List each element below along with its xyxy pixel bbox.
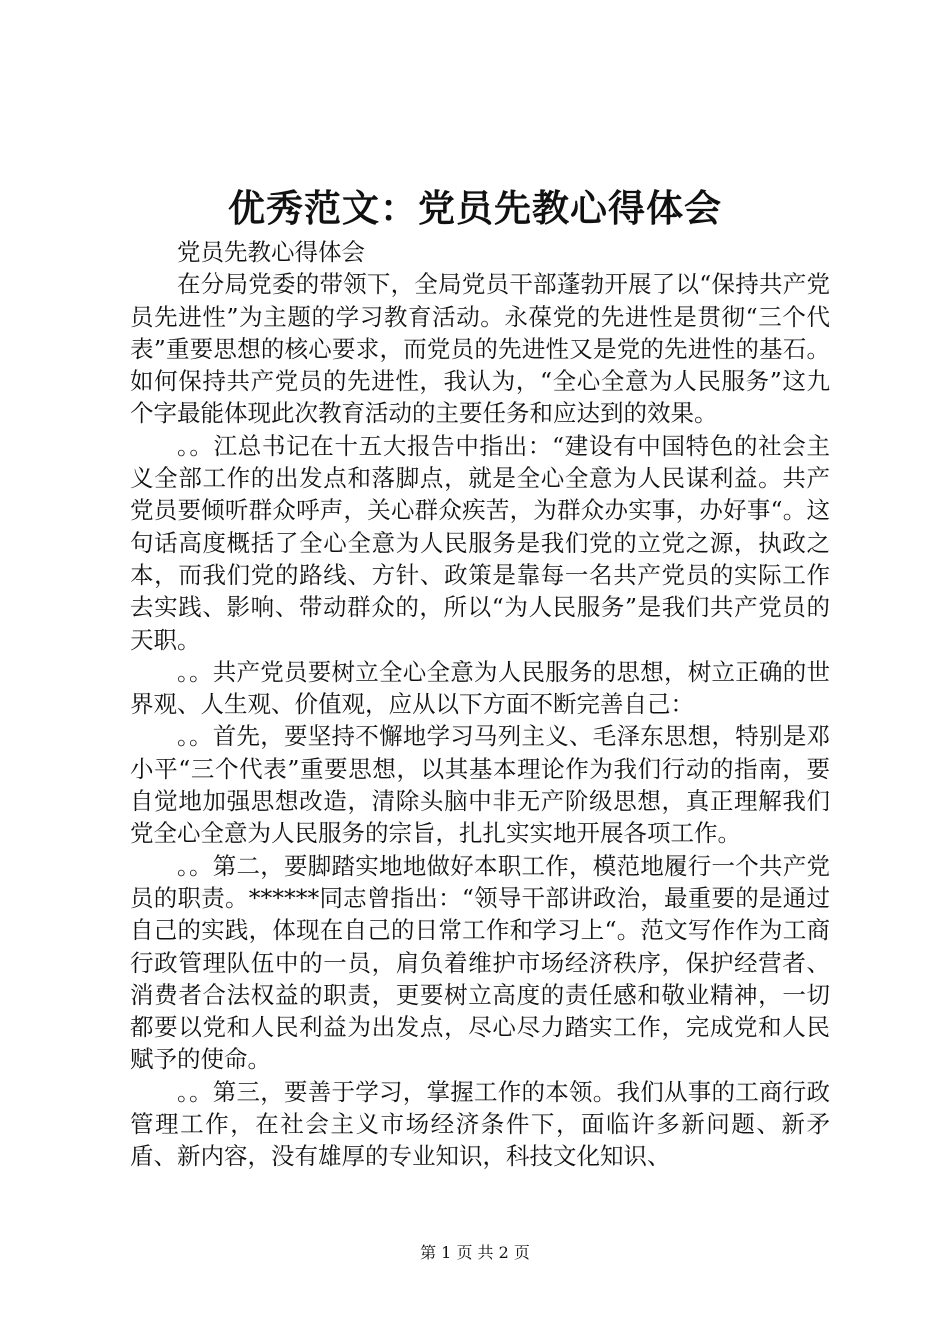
paragraph-subtitle: 党员先教心得体会 (177, 238, 365, 266)
paragraph: 。。江总书记在十五大报告中指出：“建设有中国特色的社会主义全部工作的出发点和落脚点，就是全心全意为人民谋利益。共产党员要倾听群众呼声，关心群众疾苦，为群众办实事，办好事“。这句话高度概括了全心全意为人民服务是我们党的立党之源，执政之本，而我们党的路线、方针、政策是靠每一名共产党员的实际工作去实践、影响、带动群众的，所以“为人民服务”是我们共产党员的天职。 (130, 431, 830, 654)
page-number: 第 1 页 共 2 页 (420, 1243, 530, 1262)
page-title: 优秀范文：党员先教心得体会 (228, 186, 722, 230)
paragraph: 。。首先，要坚持不懈地学习马列主义、毛泽东思想，特别是邓小平“三个代表”重要思想，以其基本理论作为我们行动的指南，要自觉地加强思想改造，清除头脑中非无产阶级思想，真正理解我们党全心全意为人民服务的宗旨，扎扎实实地开展各项工作。 (130, 722, 830, 848)
paragraph: 。。共产党员要树立全心全意为人民服务的思想，树立正确的世界观、人生观、价值观，应从以下方面不断完善自己： (130, 657, 830, 719)
document-body (130, 236, 830, 1173)
paragraph: 在分局党委的带领下，全局党员干部蓬勃开展了以“保持共产党员先进性”为主题的学习教育活动。永葆党的先进性是贯彻“三个代表”重要思想的核心要求，而党员的先进性又是党的先进性的基石。如何保持共产党员的先进性，我认为，“全心全意为人民服务”这九个字最能体现此次教育活动的主要任务和应达到的效果。 (130, 270, 830, 428)
paragraph: 。。第三，要善于学习，掌握工作的本领。我们从事的工商行政管理工作，在社会主义市场经济条件下，面临许多新问题、新矛盾、新内容，没有雄厚的专业知识，科技文化知识、 (130, 1077, 830, 1171)
paragraph: 。。第二，要脚踏实地地做好本职工作，模范地履行一个共产党员的职责。******同志曾指出：“领导干部讲政治，最重要的是通过自己的实践，体现在自己的日常工作和学习上“。范文写作作为工商行政管理队伍中的一员，肩负着维护市场经济秩序，保护经营者、消费者合法权益的职责，更要树立高度的责任感和敬业精神，一切都要以党和人民利益为出发点，尽心尽力踏实工作，完成党和人民赋予的使命。 (130, 851, 830, 1074)
